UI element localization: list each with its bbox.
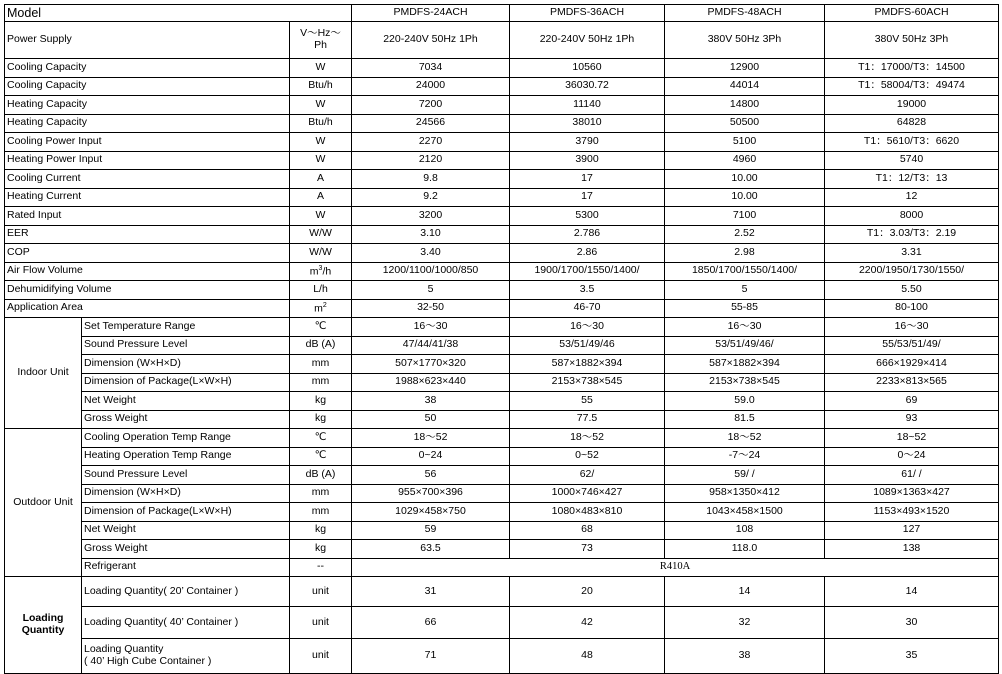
model-name: PMDFS-60ACH xyxy=(825,5,999,22)
value-cell: 0〜24 xyxy=(825,447,999,466)
value-cell: 68 xyxy=(510,521,665,540)
unit-cell: ℃ xyxy=(290,447,352,466)
value-cell: 19000 xyxy=(825,96,999,115)
row-label: Cooling Power Input xyxy=(5,133,290,152)
table-row xyxy=(5,639,999,674)
value-cell: 1029×458×750 xyxy=(352,503,510,522)
unit-cell xyxy=(290,262,352,281)
row-label: EER xyxy=(5,225,290,244)
value-cell: 4960 xyxy=(665,151,825,170)
table-row xyxy=(5,133,999,152)
value-cell: 138 xyxy=(825,540,999,559)
table-row xyxy=(5,466,999,485)
unit-cell: kg xyxy=(290,410,352,429)
value-cell: T1：58004/T3：49474 xyxy=(825,77,999,96)
value-cell: 38010 xyxy=(510,114,665,133)
unit-cell: unit xyxy=(290,577,352,607)
value-cell: 24566 xyxy=(352,114,510,133)
value-cell: 7200 xyxy=(352,96,510,115)
value-cell: 2.786 xyxy=(510,225,665,244)
value-cell: 958×1350×412 xyxy=(665,484,825,503)
table-row xyxy=(5,22,999,59)
value-cell: T1：5610/T3：6620 xyxy=(825,133,999,152)
unit-cell: ℃ xyxy=(290,429,352,448)
value-cell: 5300 xyxy=(510,207,665,226)
value-cell: 1089×1363×427 xyxy=(825,484,999,503)
row-label: Heating Operation Temp Range xyxy=(82,447,290,466)
value-cell: 2200/1950/1730/1550/ xyxy=(825,262,999,281)
unit-cell: dB (A) xyxy=(290,336,352,355)
table-row xyxy=(5,484,999,503)
row-label: Power Supply xyxy=(5,22,290,59)
value-cell: 1850/1700/1550/1400/ xyxy=(665,262,825,281)
row-label: Loading Quantity( 40’ Container ) xyxy=(82,607,290,639)
value-cell: 35 xyxy=(825,639,999,674)
value-cell: 69 xyxy=(825,392,999,411)
value-cell: 42 xyxy=(510,607,665,639)
table-row xyxy=(5,262,999,281)
value-cell: 12900 xyxy=(665,59,825,78)
value-cell: 18~52 xyxy=(825,429,999,448)
value-cell: 14 xyxy=(665,577,825,607)
value-cell: 10.00 xyxy=(665,170,825,189)
value-cell: 2270 xyxy=(352,133,510,152)
value-cell: 587×1882×394 xyxy=(665,355,825,374)
group-label-indoor: Indoor Unit xyxy=(5,318,82,429)
value-cell: 32-50 xyxy=(352,299,510,318)
value-cell: 1900/1700/1550/1400/ xyxy=(510,262,665,281)
row-label: Refrigerant xyxy=(82,558,290,577)
unit-cell: mm xyxy=(290,484,352,503)
value-cell: 0~52 xyxy=(510,447,665,466)
row-label: Heating Power Input xyxy=(5,151,290,170)
row-label-line: ( 40’ High Cube Container ) xyxy=(84,655,212,667)
row-label: Cooling Capacity xyxy=(5,77,290,96)
value-cell: 1080×483×810 xyxy=(510,503,665,522)
row-label: Application Area xyxy=(5,299,290,318)
value-cell: 587×1882×394 xyxy=(510,355,665,374)
value-cell: 3.5 xyxy=(510,281,665,300)
value-cell: 59.0 xyxy=(665,392,825,411)
unit-line: Ph xyxy=(314,39,327,51)
table-row xyxy=(5,355,999,374)
table-row xyxy=(5,244,999,263)
row-label: Cooling Current xyxy=(5,170,290,189)
value-cell: 5.50 xyxy=(825,281,999,300)
table-row xyxy=(5,577,999,607)
value-cell: 66 xyxy=(352,607,510,639)
value-cell: 46-70 xyxy=(510,299,665,318)
unit-cell: W xyxy=(290,151,352,170)
row-label-line: Loading Quantity xyxy=(84,643,164,656)
value-cell: 48 xyxy=(510,639,665,674)
value-cell: 2153×738×545 xyxy=(510,373,665,392)
value-cell: 0~24 xyxy=(352,447,510,466)
unit-base: m xyxy=(309,265,319,278)
unit-cell: unit xyxy=(290,607,352,639)
value-cell: 50 xyxy=(352,410,510,429)
unit-cell: W xyxy=(290,133,352,152)
table-row xyxy=(5,77,999,96)
value-cell: 62/ xyxy=(510,466,665,485)
value-cell: 10.00 xyxy=(665,188,825,207)
value-cell: 380V 50Hz 3Ph xyxy=(825,22,999,59)
value-cell: 18〜52 xyxy=(510,429,665,448)
row-label: Gross Weight xyxy=(82,540,290,559)
row-label: Heating Capacity xyxy=(5,114,290,133)
value-cell: 30 xyxy=(825,607,999,639)
value-cell: 507×1770×320 xyxy=(352,355,510,374)
value-cell: 220-240V 50Hz 1Ph xyxy=(510,22,665,59)
value-cell: 59 xyxy=(352,521,510,540)
table-row xyxy=(5,114,999,133)
row-label: Cooling Capacity xyxy=(5,59,290,78)
table-row xyxy=(5,207,999,226)
table-row xyxy=(5,521,999,540)
row-label: Dimension (W×H×D) xyxy=(82,355,290,374)
unit-base: m xyxy=(314,302,323,315)
value-cell: 380V 50Hz 3Ph xyxy=(665,22,825,59)
table-row xyxy=(5,151,999,170)
table-row xyxy=(5,318,999,337)
value-cell: 1200/1100/1000/850 xyxy=(352,262,510,281)
table-row xyxy=(5,447,999,466)
value-cell: T1：3.03/T3：2.19 xyxy=(825,225,999,244)
row-label: Gross Weight xyxy=(82,410,290,429)
value-cell: 2233×813×565 xyxy=(825,373,999,392)
row-label: Loading Quantity( 20’ Container ) xyxy=(82,577,290,607)
row-label: Sound Pressure Level xyxy=(82,336,290,355)
row-label: Air Flow Volume xyxy=(5,262,290,281)
table-row xyxy=(5,373,999,392)
unit-cell xyxy=(290,22,352,59)
value-cell: 59/ / xyxy=(665,466,825,485)
value-cell: -7〜24 xyxy=(665,447,825,466)
value-cell: 127 xyxy=(825,521,999,540)
unit-cell: mm xyxy=(290,503,352,522)
row-label: Dehumidifying Volume xyxy=(5,281,290,300)
value-cell: 38 xyxy=(665,639,825,674)
table-row xyxy=(5,607,999,639)
value-cell: 2.52 xyxy=(665,225,825,244)
value-cell: 3790 xyxy=(510,133,665,152)
unit-cell: ℃ xyxy=(290,318,352,337)
table-row xyxy=(5,170,999,189)
table-row xyxy=(5,225,999,244)
value-cell: 93 xyxy=(825,410,999,429)
value-cell: 31 xyxy=(352,577,510,607)
value-cell: 9.2 xyxy=(352,188,510,207)
unit-cell: W xyxy=(290,96,352,115)
row-label: Dimension (W×H×D) xyxy=(82,484,290,503)
unit-superscript: 2 xyxy=(322,301,327,309)
value-cell: T1：17000/T3：14500 xyxy=(825,59,999,78)
value-cell: 55/53/51/49/ xyxy=(825,336,999,355)
value-cell: 81.5 xyxy=(665,410,825,429)
row-label: Sound Pressure Level xyxy=(82,466,290,485)
value-cell: 1988×623×440 xyxy=(352,373,510,392)
row-label: Dimension of Package(L×W×H) xyxy=(82,503,290,522)
value-cell: 666×1929×414 xyxy=(825,355,999,374)
value-cell: 16〜30 xyxy=(665,318,825,337)
model-title: Model xyxy=(5,5,352,22)
value-cell: 14800 xyxy=(665,96,825,115)
table-row xyxy=(5,336,999,355)
value-cell: 5 xyxy=(352,281,510,300)
value-cell: 14 xyxy=(825,577,999,607)
value-cell: 53/51/49/46 xyxy=(510,336,665,355)
value-cell: 73 xyxy=(510,540,665,559)
model-name: PMDFS-36ACH xyxy=(510,5,665,22)
value-cell: 10560 xyxy=(510,59,665,78)
value-cell: 55 xyxy=(510,392,665,411)
value-cell: T1：12/T3：13 xyxy=(825,170,999,189)
value-cell: 12 xyxy=(825,188,999,207)
table-row xyxy=(5,392,999,411)
value-cell: 16〜30 xyxy=(825,318,999,337)
table-row xyxy=(5,410,999,429)
value-cell: 16〜30 xyxy=(510,318,665,337)
value-cell: 5740 xyxy=(825,151,999,170)
value-cell: 5100 xyxy=(665,133,825,152)
value-cell: 9.8 xyxy=(352,170,510,189)
value-cell: 61/ / xyxy=(825,466,999,485)
spec-table xyxy=(4,4,999,674)
unit-tail: /h xyxy=(322,265,332,278)
value-cell: 2120 xyxy=(352,151,510,170)
value-cell: 64828 xyxy=(825,114,999,133)
unit-cell: dB (A) xyxy=(290,466,352,485)
value-cell: 17 xyxy=(510,188,665,207)
value-cell: 1000×746×427 xyxy=(510,484,665,503)
unit-cell: mm xyxy=(290,355,352,374)
value-cell: 18〜52 xyxy=(352,429,510,448)
value-cell: 50500 xyxy=(665,114,825,133)
value-cell: 3200 xyxy=(352,207,510,226)
unit-superscript: 3 xyxy=(318,264,323,272)
group-label-outdoor: Outdoor Unit xyxy=(5,429,82,577)
unit-cell: L/h xyxy=(290,281,352,300)
value-cell: 36030.72 xyxy=(510,77,665,96)
value-cell: 71 xyxy=(352,639,510,674)
value-cell: 220-240V 50Hz 1Ph xyxy=(352,22,510,59)
group-label-loading: Loading Quantity xyxy=(5,577,82,674)
value-cell: 7034 xyxy=(352,59,510,78)
value-cell: 18〜52 xyxy=(665,429,825,448)
unit-cell: kg xyxy=(290,521,352,540)
unit-cell: A xyxy=(290,170,352,189)
value-cell: 118.0 xyxy=(665,540,825,559)
value-cell: 1153×493×1520 xyxy=(825,503,999,522)
value-cell: 2.86 xyxy=(510,244,665,263)
unit-cell: W xyxy=(290,59,352,78)
value-cell: 16〜30 xyxy=(352,318,510,337)
row-label: Rated Input xyxy=(5,207,290,226)
value-cell: 24000 xyxy=(352,77,510,96)
value-cell: 7100 xyxy=(665,207,825,226)
value-cell: 55-85 xyxy=(665,299,825,318)
value-cell: 53/51/49/46/ xyxy=(665,336,825,355)
unit-cell: W xyxy=(290,207,352,226)
unit-cell: W/W xyxy=(290,244,352,263)
value-cell: 5 xyxy=(665,281,825,300)
row-label: Dimension of Package(L×W×H) xyxy=(82,373,290,392)
value-cell: 17 xyxy=(510,170,665,189)
unit-cell xyxy=(290,299,352,318)
model-name: PMDFS-24ACH xyxy=(352,5,510,22)
value-cell: 38 xyxy=(352,392,510,411)
value-cell: 955×700×396 xyxy=(352,484,510,503)
table-row xyxy=(5,188,999,207)
table-row xyxy=(5,96,999,115)
table-row xyxy=(5,503,999,522)
value-cell: 2153×738×545 xyxy=(665,373,825,392)
unit-cell: kg xyxy=(290,392,352,411)
row-label: Net Weight xyxy=(82,521,290,540)
value-cell: 44014 xyxy=(665,77,825,96)
value-cell: 32 xyxy=(665,607,825,639)
row-label: Cooling Operation Temp Range xyxy=(82,429,290,448)
table-row xyxy=(5,59,999,78)
value-cell: 56 xyxy=(352,466,510,485)
value-cell: 2.98 xyxy=(665,244,825,263)
refrigerant-value: R410A xyxy=(352,558,999,577)
unit-cell: Btu/h xyxy=(290,77,352,96)
row-label xyxy=(82,639,290,674)
table-row xyxy=(5,281,999,300)
unit-line: V〜Hz〜 xyxy=(300,27,341,40)
value-cell: 63.5 xyxy=(352,540,510,559)
unit-cell: Btu/h xyxy=(290,114,352,133)
unit-cell: W/W xyxy=(290,225,352,244)
row-label: Heating Current xyxy=(5,188,290,207)
unit-cell: A xyxy=(290,188,352,207)
row-label: Net Weight xyxy=(82,392,290,411)
value-cell: 77.5 xyxy=(510,410,665,429)
value-cell: 3.10 xyxy=(352,225,510,244)
unit-cell: unit xyxy=(290,639,352,674)
table-row xyxy=(5,540,999,559)
header-row xyxy=(5,5,999,22)
unit-cell: -- xyxy=(290,558,352,577)
value-cell: 80-100 xyxy=(825,299,999,318)
row-label: Heating Capacity xyxy=(5,96,290,115)
unit-cell: mm xyxy=(290,373,352,392)
model-name: PMDFS-48ACH xyxy=(665,5,825,22)
unit-cell: kg xyxy=(290,540,352,559)
value-cell: 8000 xyxy=(825,207,999,226)
row-label: COP xyxy=(5,244,290,263)
row-label: Set Temperature Range xyxy=(82,318,290,337)
value-cell: 20 xyxy=(510,577,665,607)
table-row xyxy=(5,299,999,318)
value-cell: 3.31 xyxy=(825,244,999,263)
value-cell: 1043×458×1500 xyxy=(665,503,825,522)
value-cell: 108 xyxy=(665,521,825,540)
table-row xyxy=(5,558,999,577)
value-cell: 3900 xyxy=(510,151,665,170)
table-row xyxy=(5,429,999,448)
value-cell: 3.40 xyxy=(352,244,510,263)
value-cell: 47/44/41/38 xyxy=(352,336,510,355)
value-cell: 11140 xyxy=(510,96,665,115)
